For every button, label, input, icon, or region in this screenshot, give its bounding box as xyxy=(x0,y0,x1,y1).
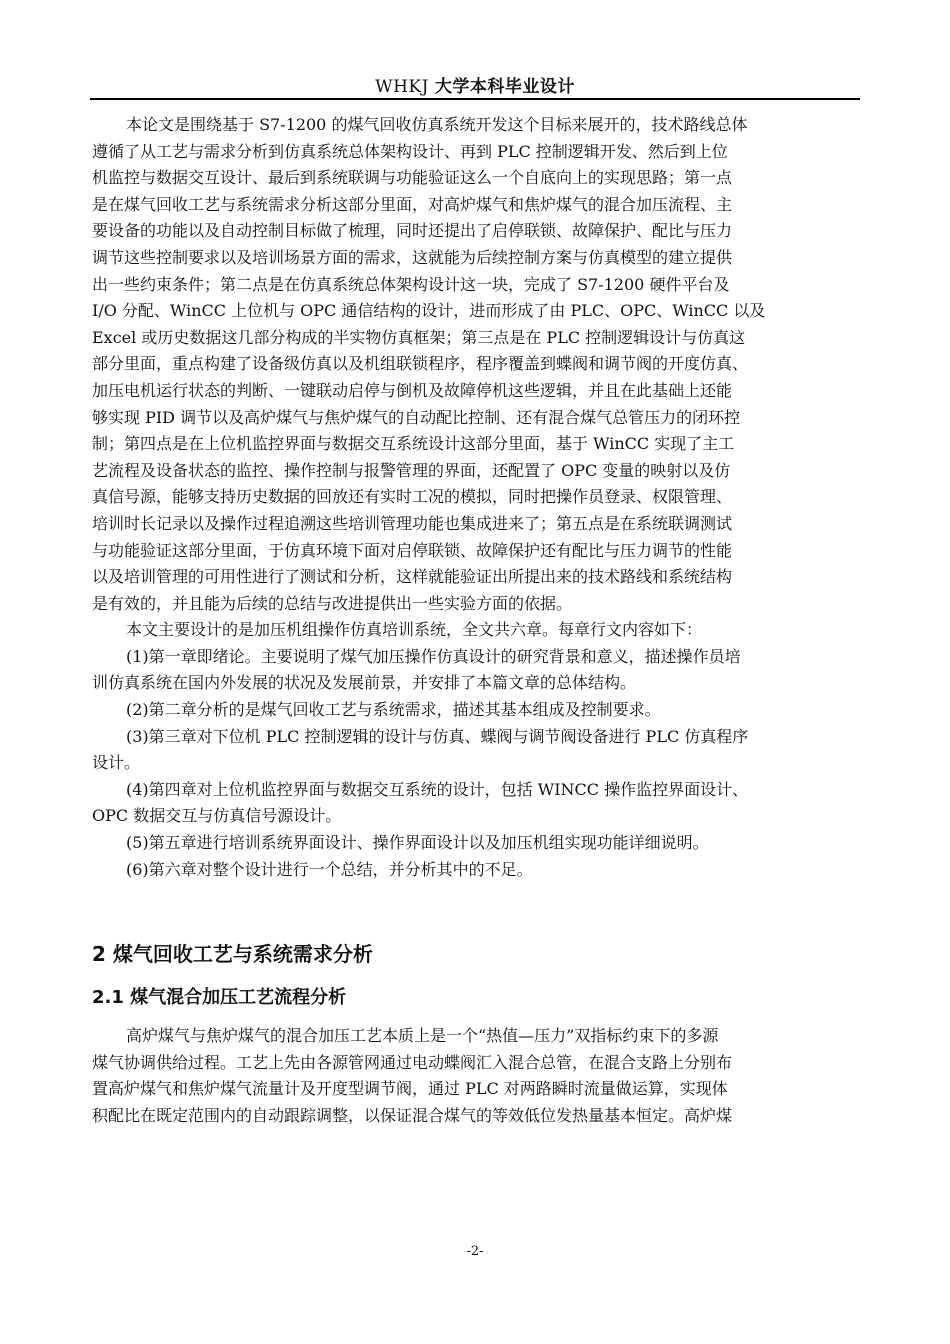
text-line: Excel 或历史数据这几部分构成的半实物仿真框架；第三点是在 PLC 控制逻辑设计与仿真这 xyxy=(92,327,746,347)
running-header xyxy=(92,72,858,97)
text-line: (3)第三章对下位机 PLC 控制逻辑的设计与仿真、蝶阀与调节阀设备进行 PLC 仿真程序 xyxy=(126,726,749,746)
subsection-heading: 2.1 煤气混合加压工艺流程分析 xyxy=(92,987,347,1009)
text-line: 置高炉煤气和焦炉煤气流量计及开度型调节阀，通过 PLC 对两路瞬时流量做运算，实现体 xyxy=(92,1079,728,1099)
header-rule xyxy=(90,98,860,100)
text-line: 出一些约束条件；第二点是在仿真系统总体架构设计这一块，完成了 S7-1200 硬件平台及 xyxy=(92,274,730,294)
text-line: 与功能验证这部分里面，于仿真环境下面对启停联锁、故障保护还有配比与压力调节的性能 xyxy=(92,540,733,560)
text-line: 加压电机运行状态的判断、一键联动启停与倒机及故障停机这些逻辑，并且在此基础上还能 xyxy=(92,380,733,400)
intro-paragraph xyxy=(92,112,860,617)
chapter-item-4 xyxy=(92,777,860,830)
text-line: (5)第五章进行培训系统界面设计、操作界面设计以及加压机组实现功能详细说明。 xyxy=(126,833,709,853)
text-line: 本论文是围绕基于 S7-1200 的煤气回收仿真系统开发这个目标来展开的，技术路线总体 xyxy=(126,115,748,134)
overview-paragraph xyxy=(92,617,860,644)
text-line: 设计。 xyxy=(92,753,141,773)
page-number: -2- xyxy=(466,1244,484,1259)
chapter-item-1 xyxy=(92,644,860,697)
text-line: 煤气协调供给过程。工艺上先由各源管网通过电动蝶阀汇入混合总管，在混合支路上分别布 xyxy=(92,1052,733,1072)
text-line: 真信号源，能够支持历史数据的回放还有实时工况的模拟，同时把操作员登录、权限管理、 xyxy=(92,487,733,507)
text-line: 够实现 PID 调节以及高炉煤气与焦炉煤气的自动配比控制、还有混合煤气总管压力的闭环控 xyxy=(92,407,741,427)
text-line: 培训时长记录以及操作过程追溯这些培训管理功能也集成进来了；第五点是在系统联调测试 xyxy=(92,513,733,533)
chapter-item-2 xyxy=(92,697,860,724)
chapter-item-6 xyxy=(92,857,860,884)
section-heading: 2 煤气回收工艺与系统需求分析 xyxy=(92,942,373,967)
text-line: 制；第四点是在上位机监控界面与数据交互系统设计这部分里面，基于 WinCC 实现了主工 xyxy=(92,434,735,454)
text-line: I/O 分配、WinCC 上位机与 OPC 通信结构的设计，进而形成了由 PLC、OPC、WinCC 以及 xyxy=(92,301,766,321)
text-line: 高炉煤气与焦炉煤气的混合加压工艺本质上是一个“热值—压力”双指标约束下的多源 xyxy=(126,1026,719,1046)
text-line: (2)第二章分析的是煤气回收工艺与系统需求，描述其基本组成及控制要求。 xyxy=(126,700,661,720)
text-line: 训仿真系统在国内外发展的状况及发展前景，并安排了本篇文章的总体结构。 xyxy=(92,673,637,693)
text-line: 遵循了从工艺与需求分析到仿真系统总体架构设计、再到 PLC 控制逻辑开发、然后到上位 xyxy=(92,141,728,161)
header-prefix: WHKJ xyxy=(375,77,429,97)
chapter-item-5 xyxy=(92,830,860,857)
header-title: 大学本科毕业设计 xyxy=(434,77,575,97)
text-line: 要设备的功能以及自动控制目标做了梳理，同时还提出了启停联锁、故障保护、配比与压力 xyxy=(92,221,733,241)
text-line: 本文主要设计的是加压机组操作仿真培训系统，全文共六章。每章行文内容如下： xyxy=(126,620,703,640)
text-line: 积配比在既定范围内的自动跟踪调整，以保证混合煤气的等效低位发热量基本恒定。高炉煤 xyxy=(92,1106,733,1125)
text-line: (1)第一章即绪论。主要说明了煤气加压操作仿真设计的研究背景和意义，描述操作员培 xyxy=(126,646,741,666)
text-line: 是有效的，并且能为后续的总结与改进提供出一些实验方面的依据。 xyxy=(92,593,573,613)
text-line: 艺流程及设备状态的监控、操作控制与报警管理的界面，还配置了 OPC 变量的映射以及仿 xyxy=(92,460,731,480)
chapter-item-3 xyxy=(92,724,860,777)
text-line: 以及培训管理的可用性进行了测试和分析，这样就能验证出所提出来的技术路线和系统结构 xyxy=(92,567,733,587)
page-body xyxy=(92,112,860,1130)
section-paragraph xyxy=(92,1023,860,1129)
text-line: 机监控与数据交互设计、最后到系统联调与功能验证这么一个自底向上的实现思路；第一点 xyxy=(92,168,733,188)
text-line: (4)第四章对上位机监控界面与数据交互系统的设计，包括 WINCC 操作监控界面设计、 xyxy=(126,779,749,799)
text-line: 是在煤气回收工艺与系统需求分析这部分里面，对高炉煤气和焦炉煤气的混合加压流程、主 xyxy=(92,194,733,214)
text-line: OPC 数据交互与仿真信号源设计。 xyxy=(92,806,342,826)
text-line: 调节这些控制要求以及培训场景方面的需求，这就能为后续控制方案与仿真模型的建立提供 xyxy=(92,247,733,267)
text-line: 部分里面，重点构建了设备级仿真以及机组联锁程序，程序覆盖到蝶阀和调节阀的开度仿真、 xyxy=(92,354,749,374)
text-line: (6)第六章对整个设计进行一个总结，并分析其中的不足。 xyxy=(126,859,533,879)
